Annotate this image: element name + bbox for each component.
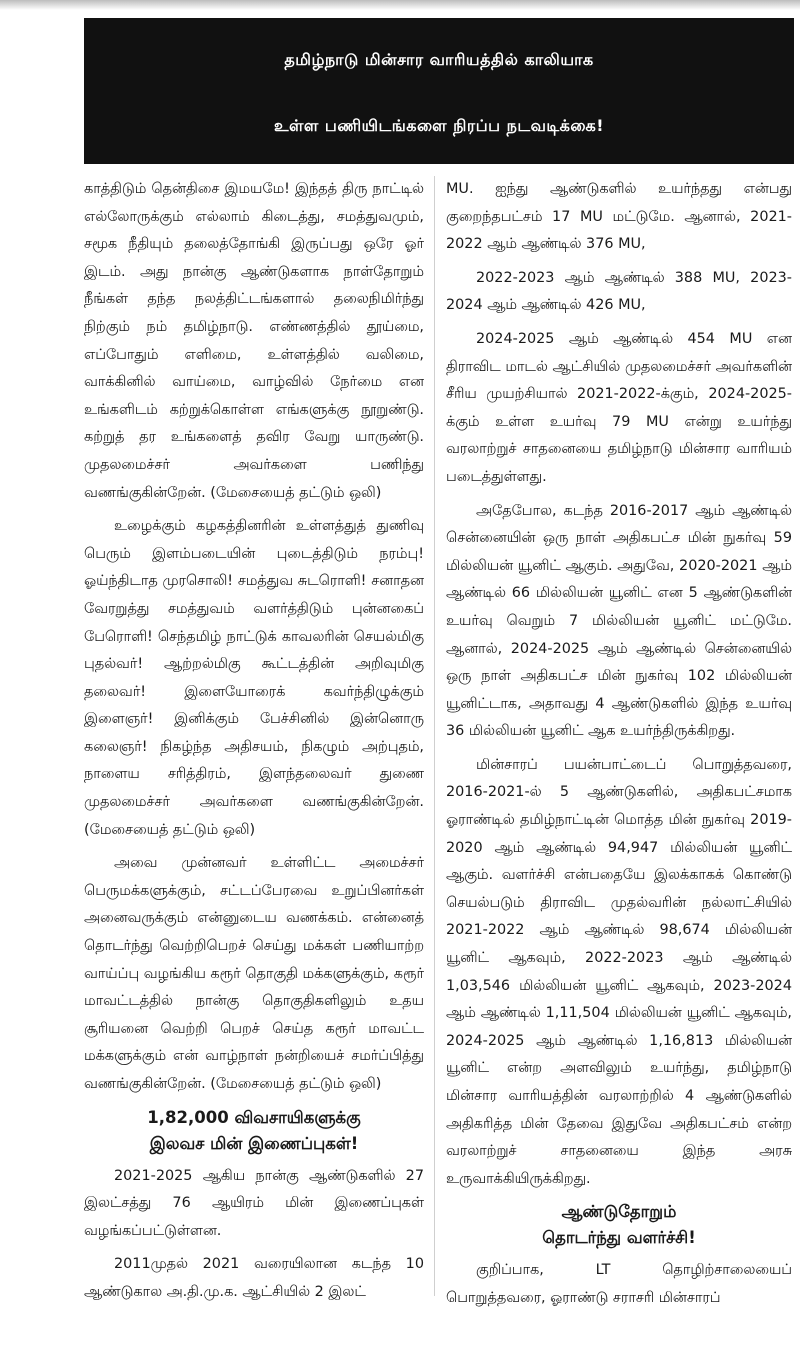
previous-page-edge — [0, 0, 800, 10]
left-paragraph-5: 2011முதல் 2021 வரையிலான கடந்த 10 ஆண்டுகால அ.தி.மு.க. ஆட்சியில் 2 இலட் — [84, 1256, 424, 1300]
subheading-annual-growth — [446, 1199, 792, 1251]
subheading-free-connections — [84, 1105, 424, 1157]
right-paragraph-1: MU. ஐந்து ஆண்டுகளில் உயர்ந்தது என்பது குறைந்தபட்சம் 17 MU மட்டுமே. ஆனால், 2021-2022 ஆம் ஆண்டில் 376 MU, — [446, 181, 792, 253]
headline-line-1: தமிழ்நாடு மின்சார வாரியத்தில் காலியாக — [284, 50, 594, 69]
right-paragraph-5: மின்சாரப் பயன்பாட்டைப் பொறுத்தவரை, 2016-2021-ல் 5 ஆண்டுகளில், அதிகபட்சமாக ஓராண்டில் தமிழ்நாட்டின் மொத்த மின் நுகர்வு 2019-2020 ஆம் ஆண்டில் 94,947 மில்லியன் யூனிட் ஆகும். வளர்ச்சி என்பதையே இலக்காகக் கொண்டு செயல்படும் திராவிட முதல்வரின் நல்லாட்சியில் 2021-2022 ஆம் ஆண்டில் 98,674 மில்லியன் யூனிட் ஆகவும், 2022-2023 ஆம் ஆண்டில் 1,03,546 மில்லியன் யூனிட் ஆகவும், 2023-2024 ஆம் ஆண்டில் 1,11,504 மில்லியன் யூனிட் ஆகவும், 2024-2025 ஆம் ஆண்டில் 1,16,813 மில்லியன் யூனிட் என்ற அளவிலும் உயர்ந்து, தமிழ்நாடு மின்சார வாரியத்தின் வரலாற்றில் 4 ஆண்டுகளில் அதிகரித்த மின் தேவை இதுவே அதிகபட்சம் என்ற வரலாற்றுச் சாதனையை இந்த அரசு உருவாக்கியிருக்கிறது. — [446, 756, 792, 1187]
subheading-line-2: தொடர்ந்து வளர்ச்சி! — [542, 1228, 696, 1248]
right-paragraph-6: குறிப்பாக, LT தொழிற்சாலையைப் பொறுத்தவரை, ஓராண்டு சராசரி மின்சாரப் — [446, 1262, 792, 1306]
column-divider — [434, 176, 435, 1296]
subheading-line-1: ஆண்டுதோறும் — [561, 1202, 677, 1222]
subheading-line-2: இலவச மின் இணைப்புகள்! — [149, 1133, 359, 1153]
headline-line-2: உள்ள பணியிடங்களை நிரப்ப நடவடிக்கை! — [273, 116, 605, 135]
left-paragraph-4: 2021-2025 ஆகிய நான்கு ஆண்டுகளில் 27 இலட்சத்து 76 ஆயிரம் மின் இணைப்புகள் வழங்கப்பட்டுள்ளன. — [84, 1167, 424, 1239]
left-column — [84, 176, 424, 1313]
right-paragraph-2: 2022-2023 ஆம் ஆண்டில் 388 MU, 2023-2024 ஆம் ஆண்டில் 426 MU, — [446, 269, 792, 314]
right-column — [446, 176, 792, 1319]
right-paragraph-3: 2024-2025 ஆம் ஆண்டில் 454 MU என திராவிட மாடல் ஆட்சியில் முதலமைச்சர் அவர்களின் சீரிய முயற்சியால் 2021-2022-க்கும், 2024-2025-க்கும் உள்ள உயர்வு 79 MU என்று உயர்ந்து வரலாற்றுச் சாதனையை தமிழ்நாடு மின்சார வாரியம் படைத்துள்ளது. — [446, 330, 792, 485]
left-paragraph-2: உழைக்கும் கழகத்தினரின் உள்ளத்துத் துணிவு பெரும் இளம்படையின் புடைத்திடும் நரம்பு! ஓய்ந்திடாத முரசொலி! சமத்துவ சுடரொளி! சனாதன வேரறுத்து சமத்துவம் வளர்த்திடும் புன்னகைப் பேரொளி! செந்தமிழ் நாட்டுக் காவலரின் செயல்மிகு புதல்வர்! ஆற்றல்மிகு கூட்டத்தின் அறிவுமிகு தலைவர்! இளையோரைக் கவர்ந்திழுக்கும் இளைஞர்! இனிக்கும் பேச்சினில் இன்னொரு கலைஞர்! நிகழ்ந்த அதிசயம், நிகழும் அற்புதம், நாளைய சரித்திரம், இளந்தலைவர் துணை முதலமைச்சர் அவர்களை வணங்குகின்றேன். (மேசையைத் தட்டும் ஒலி) — [84, 518, 424, 838]
right-paragraph-4: அதேபோல, கடந்த 2016-2017 ஆம் ஆண்டில் சென்னையின் ஒரு நாள் அதிகபட்ச மின் நுகர்வு 59 மில்லியன் யூனிட் ஆகும். அதுவே, 2020-2021 ஆம் ஆண்டில் 66 மில்லியன் யூனிட் என 5 ஆண்டுகளின் உயர்வு வெறும் 7 மில்லியன் யூனிட் மட்டுமே. ஆனால், 2024-2025 ஆம் ஆண்டில் சென்னையில் ஒரு நாள் அதிகபட்ச மின் நுகர்வு 102 மில்லியன் யூனிட்டாக, அதாவது 4 ஆண்டுகளில் இந்த உயர்வு 36 மில்லியன் யூனிட் ஆக உயர்ந்திருக்கிறது. — [446, 502, 792, 740]
subheading-line-1: 1,82,000 விவசாயிகளுக்கு — [147, 1107, 361, 1127]
left-paragraph-1: காத்திடும் தென்திசை இமயமே! இந்தத் திரு நாட்டில் எல்லோருக்கும் எல்லாம் கிடைத்து, சமத்துவமும், சமூக நீதியும் தலைத்தோங்கி இருப்பது ஒரே ஓர் இடம். அது நான்கு ஆண்டுகளாக நாள்தோறும் நீங்கள் தந்த நலத்திட்டங்களால் தலைநிமிர்ந்து நிற்கும் நம் தமிழ்நாடு. எண்ணத்தில் தூய்மை, எப்போதும் எளிமை, உள்ளத்தில் வலிமை, வாக்கினில் வாய்மை, வாழ்வில் நேர்மை என உங்களிடம் கற்றுக்கொள்ள எங்களுக்கு நூறுண்டு. கற்றுத் தர உங்களைத் தவிர வேறு யாருண்டு. முதலமைச்சர் அவர்களை பணிந்து வணங்குகின்றேன். (மேசையைத் தட்டும் ஒலி) — [84, 181, 424, 501]
left-paragraph-3: அவை முன்னவர் உள்ளிட்ட அமைச்சர் பெருமக்களுக்கும், சட்டப்பேரவை உறுப்பினர்கள் அனைவருக்கும் என்னுடைய வணக்கம். என்னைத் தொடர்ந்து வெற்றிபெறச் செய்து மக்கள் பணியாற்ற வாய்ப்பு வழங்கிய கரூர் தொகுதி மக்களுக்கும், கரூர் மாவட்டத்தில் நான்கு தொகுதிகளிலும் உதய சூரியனை வெற்றி பெறச் செய்த கரூர் மாவட்ட மக்களுக்கும் என் வாழ்நாள் நன்றியைச் சமர்ப்பித்து வணங்குகின்றேன். (மேசையைத் தட்டும் ஒலி) — [84, 855, 424, 1092]
headline-banner — [84, 18, 794, 164]
